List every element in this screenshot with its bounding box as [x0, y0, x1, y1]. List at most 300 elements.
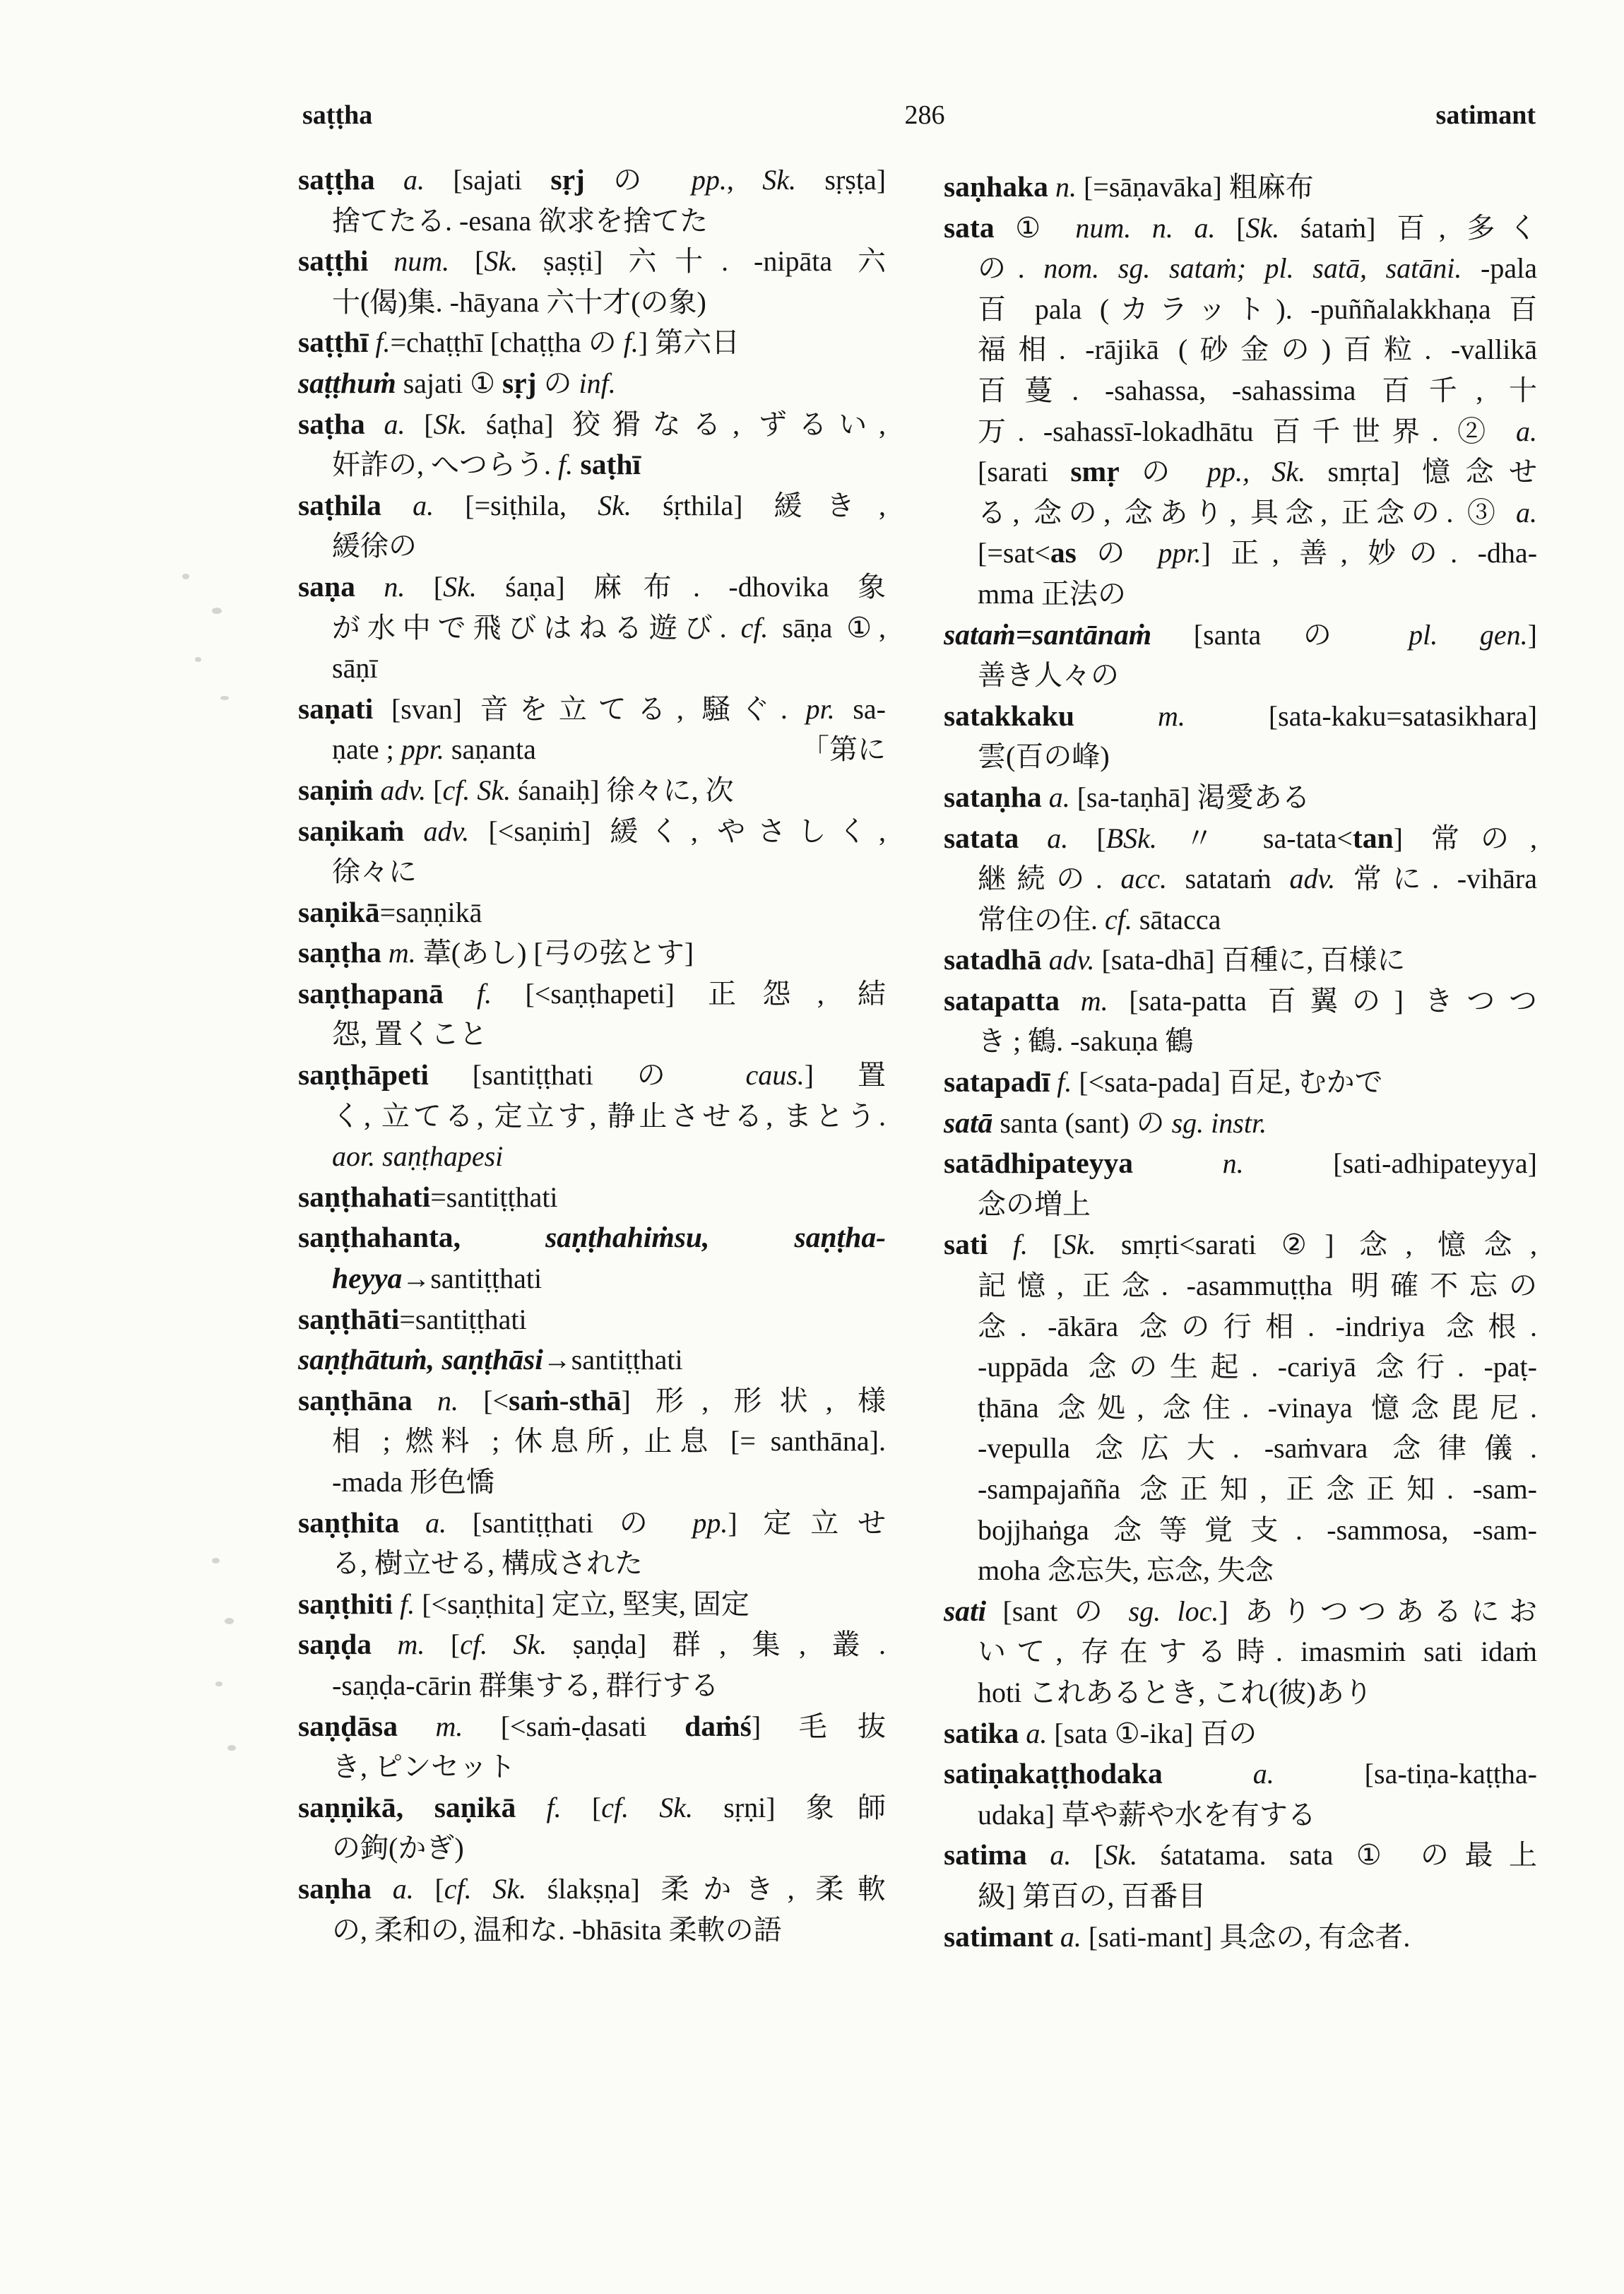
dictionary-entry: [944, 1713, 1537, 1754]
dictionary-entry: [944, 777, 1537, 818]
italic-label: ppr.: [401, 733, 444, 766]
entry-continuation-line: [944, 1631, 1537, 1672]
italic-label: adv.: [1041, 944, 1095, 976]
text-run: 記憶, 正念. -asammuṭṭha 明確不忘の: [978, 1270, 1537, 1302]
entry-continuation-line: [944, 329, 1537, 370]
headword: satadhā: [944, 943, 1042, 976]
headword: saṇḍāsa: [298, 1709, 398, 1742]
scan-speck: [220, 696, 229, 700]
headword: satakkaku: [944, 699, 1074, 732]
headword: saṭhila: [298, 488, 381, 521]
headword: saṇikaṁ: [298, 814, 405, 847]
italic-label: n.: [1048, 171, 1077, 203]
text-run: →santiṭṭhati: [402, 1263, 543, 1295]
dictionary-entry: [944, 981, 1537, 1062]
dictionary-entry: [944, 818, 1537, 940]
entry-continuation-line: [944, 289, 1537, 330]
entry-first-line: [944, 1591, 1537, 1632]
text-run: [sata-kaku=satasikhara]: [1185, 699, 1538, 732]
entry-continuation-line: [944, 1021, 1537, 1062]
text-run: saṇanta: [444, 733, 536, 766]
text-run: [sata-dhā] 百種に, 百様に: [1094, 944, 1406, 976]
text-run: satataṁ: [1167, 863, 1290, 895]
entry-first-line: [944, 615, 1537, 656]
text-run: [santiṭṭhati の: [446, 1506, 693, 1539]
headword: saṭṭha: [298, 163, 375, 196]
text-run: の: [1119, 456, 1207, 488]
text-run: ṣaṇḍa] 群, 集, 叢.: [547, 1628, 886, 1661]
entry-first-line: [944, 208, 1537, 249]
entry-first-line: [298, 811, 886, 852]
headword: saṇha: [298, 1872, 372, 1905]
entry-first-line: [944, 1143, 1537, 1184]
italic-label: a.: [372, 1872, 414, 1905]
headword: sataṇha: [944, 780, 1042, 813]
entry-continuation-line: [944, 248, 1537, 289]
text-run: 徐々に: [332, 856, 417, 888]
entry-continuation-line: [944, 1184, 1537, 1225]
entry-first-line: [298, 1584, 886, 1625]
text-run: の, 柔和の, 温和な. -bhāsita 柔軟の語: [332, 1913, 782, 1946]
headword: saṭṭhi: [298, 244, 369, 278]
dictionary-entry: [298, 241, 886, 322]
italic-label: BSk.: [1106, 822, 1157, 854]
text-run: [: [426, 774, 443, 806]
entry-continuation-line: [944, 1265, 1537, 1306]
entry-first-line: [298, 567, 886, 608]
italic-label: cf. Sk.: [601, 1791, 694, 1823]
entry-continuation-line: [944, 1428, 1537, 1469]
text-run: sajati ①: [396, 367, 502, 399]
entry-continuation-line: [298, 1096, 886, 1137]
entry-first-line: [944, 167, 1537, 208]
headword: saṇa: [298, 569, 355, 603]
text-run: [: [1068, 822, 1106, 854]
italic-label: sg. instr.: [1171, 1106, 1267, 1139]
text-run: の.: [978, 252, 1044, 285]
italic-label: a.: [1162, 1758, 1274, 1790]
italic-label: a.: [1019, 1717, 1048, 1749]
text-run: [: [413, 1872, 444, 1905]
entry-continuation-line: [944, 1876, 1537, 1917]
headword: sata: [944, 211, 995, 244]
text-run: る, 念の, 念あり, 具念, 正念の. ③: [978, 496, 1516, 528]
entry-continuation-line: [944, 451, 1537, 492]
headword: saṇṭhita: [298, 1506, 400, 1539]
text-run: [: [561, 1791, 602, 1823]
italic-label: n.: [1133, 1147, 1244, 1180]
dictionary-entry: [298, 770, 886, 811]
text-run: ,: [726, 164, 763, 196]
dictionary-entry: [298, 485, 886, 567]
italic-label: pp., Sk.: [1207, 456, 1306, 488]
entry-first-line: [944, 777, 1537, 818]
italic-label: caus.: [745, 1059, 805, 1092]
running-head-right: satimant: [1435, 100, 1536, 130]
text-run: ]: [1527, 618, 1537, 651]
entry-first-line: [944, 1103, 1537, 1144]
text-run: [sa-tiṇa-kaṭṭha-: [1274, 1758, 1537, 1790]
headword: saṭṭhuṁ: [298, 366, 396, 399]
dictionary-entry: [298, 1380, 886, 1503]
text-run: hoti これあるとき, これ(彼)あり: [978, 1676, 1373, 1708]
text-run: [svan] 音を立てる, 騒ぐ.: [373, 692, 806, 725]
bold-italic-term: heyya: [332, 1262, 403, 1295]
dictionary-entry: [944, 1224, 1537, 1590]
text-run: 奸詐の, へつらう.: [332, 449, 558, 481]
entry-first-line: [298, 1380, 886, 1421]
text-run: [sata ①-ika] 百の: [1047, 1717, 1257, 1749]
italic-label: a.: [364, 408, 405, 440]
text-run: る, 樹立せる, 構成された: [332, 1547, 643, 1580]
entry-first-line: [298, 1055, 886, 1096]
text-run: ślakṣṇa] 柔かき, 柔軟: [526, 1872, 887, 1905]
italic-label: f.: [443, 977, 492, 1010]
text-run: śatatama. sata ① の最上: [1137, 1839, 1538, 1872]
dictionary-entry: [298, 1706, 886, 1787]
entry-first-line: [298, 1340, 886, 1380]
italic-label: pp.: [692, 1506, 728, 1539]
entry-first-line: [298, 485, 886, 526]
entry-continuation-line: [944, 1469, 1537, 1510]
dictionary-entry: [298, 1503, 886, 1584]
text-run: 相 ; 燃料 ; 休息所, 止息 [= santhāna].: [332, 1425, 886, 1458]
text-run: いて, 存在する時. imasmiṁ sati idaṁ: [978, 1636, 1537, 1668]
text-run: santa (sant) の: [992, 1106, 1172, 1139]
headword: satiṇakaṭṭhodaka: [944, 1757, 1163, 1790]
dictionary-entry: [944, 1754, 1537, 1835]
text-run: sṛṣṭa]: [796, 164, 887, 196]
text-run: -saṇḍa-cārin 群集する, 群行する: [332, 1669, 719, 1701]
italic-label: m.: [1074, 699, 1185, 732]
bold-italic-term: saṇṭhahiṁsu, saṇṭha-: [461, 1221, 886, 1254]
italic-label: acc.: [1120, 863, 1168, 895]
text-run: sāṇa ①,: [768, 611, 887, 644]
headword: saṇṭha: [298, 936, 381, 969]
entry-continuation-line: [944, 858, 1537, 899]
text-run: 級] 第百の, 百番目: [978, 1879, 1207, 1912]
dictionary-entry: [944, 1591, 1537, 1713]
entry-continuation-line: [298, 1421, 886, 1462]
text-run: 念の増上: [978, 1188, 1091, 1220]
headword: satapatta: [944, 983, 1060, 1017]
entry-first-line: [298, 933, 886, 974]
scan-speck: [182, 574, 189, 579]
italic-label: Sk.: [762, 164, 797, 196]
dictionary-entry: [298, 160, 886, 241]
text-run: sa-: [834, 692, 887, 725]
dictionary-entry: [944, 1062, 1537, 1103]
italic-label: f.: [393, 1588, 415, 1620]
headword: saṇṭhāna: [298, 1383, 413, 1417]
dictionary-entry: [944, 1143, 1537, 1224]
text-run: [: [405, 570, 444, 603]
text-run: -sampajañña 念正知, 正念正知. -sam-: [978, 1473, 1537, 1505]
bold-term: saṁ-sthā: [509, 1383, 622, 1417]
headword: saṇṭhahati: [298, 1180, 431, 1213]
italic-label: ppr.: [1158, 537, 1202, 569]
entry-first-line: [944, 1713, 1537, 1754]
text-run: śaṭha] 狡猾なる, ずるい,: [467, 408, 886, 440]
dictionary-entry: [298, 1624, 886, 1705]
text-run: ①: [994, 211, 1076, 244]
italic-label: n.: [412, 1384, 459, 1417]
entry-continuation-line: [298, 201, 886, 242]
headword: saṇḍa: [298, 1628, 372, 1661]
entry-continuation-line: [944, 1306, 1537, 1347]
italic-label: pl. gen.: [1409, 618, 1528, 651]
left-column: [298, 160, 886, 1950]
dictionary-entry: [944, 696, 1537, 777]
text-run: [<sata-pada] 百足, むかで: [1072, 1066, 1383, 1099]
headword: saṇṭhiti: [298, 1587, 393, 1620]
italic-label: a.: [399, 1506, 447, 1539]
dictionary-entry: [944, 1835, 1537, 1916]
text-run: 念. -ākāra 念の行相. -indriya 念根.: [978, 1310, 1537, 1342]
text-run: ṇate ;: [332, 733, 401, 766]
text-run: き, ピンセット: [332, 1751, 516, 1783]
italic-label: f.: [558, 449, 574, 481]
italic-label: cf.: [1105, 903, 1132, 935]
entry-first-line: [298, 363, 886, 404]
text-run: ] 定立せ: [728, 1506, 887, 1539]
text-run: の鉤(かぎ): [332, 1832, 464, 1864]
entry-first-line: [298, 1787, 886, 1828]
italic-label: cf. Sk.: [442, 774, 511, 806]
text-run: ] 置: [804, 1059, 886, 1092]
dictionary-entry: [298, 1787, 886, 1869]
italic-label: f.: [988, 1229, 1028, 1261]
text-run: 捨てたる. -esana 欲求を捨てた: [332, 204, 709, 237]
entry-continuation-line: [944, 1347, 1537, 1388]
entry-first-line: [298, 892, 886, 933]
italic-label: m.: [398, 1710, 463, 1742]
entry-first-line: [298, 1624, 886, 1665]
italic-label: m.: [1060, 984, 1108, 1017]
entry-first-line: [944, 1917, 1537, 1958]
text-run: 継続の.: [978, 863, 1121, 895]
entry-first-line: [298, 322, 886, 363]
entry-continuation-line: [298, 648, 886, 689]
text-run: [santiṭṭhati の: [428, 1059, 746, 1092]
dictionary-entry: [298, 363, 886, 404]
entry-first-line: [298, 1869, 886, 1910]
text-run: [: [1027, 1229, 1062, 1261]
text-run: く, 立てる, 定立す, 静止させる, まとう.: [332, 1099, 886, 1132]
margin-continuation: 「第に: [801, 733, 886, 766]
italic-label: a.: [381, 489, 434, 521]
text-run: ] 常の,: [1393, 822, 1538, 854]
entry-continuation-line: [298, 1746, 886, 1787]
text-run: bojjhaṅga 念等覚支. -sammosa, -sam-: [978, 1513, 1537, 1546]
text-run: 常住の住.: [978, 903, 1105, 935]
dictionary-entry: [298, 811, 886, 892]
dictionary-entry: [298, 689, 886, 770]
dictionary-entry: [298, 567, 886, 689]
text-run: smṛti<sarati ②] 念, 憶念,: [1096, 1229, 1537, 1261]
entry-continuation-line: [944, 574, 1537, 615]
text-run: [sarati: [978, 456, 1071, 488]
dictionary-entry: [944, 615, 1537, 696]
text-run: 緩徐の: [332, 530, 417, 562]
italic-label: a.: [1053, 1920, 1081, 1953]
bold-term: sṛj: [550, 163, 585, 196]
italic-label: f.: [1050, 1066, 1072, 1099]
right-column: [944, 167, 1537, 1957]
text-run: ] ありつつあるにお: [1219, 1595, 1537, 1627]
text-run: sṛṇi] 象師: [693, 1791, 886, 1823]
text-run: smṛta] 憶念せ: [1305, 456, 1537, 488]
entry-first-line: [944, 1224, 1537, 1265]
entry-first-line: [298, 1503, 886, 1544]
scan-speck: [195, 657, 201, 662]
text-run: の: [536, 367, 579, 399]
headword: satapadī: [944, 1065, 1050, 1099]
dictionary-entry: [298, 1177, 886, 1218]
text-run: が水中で飛びはねる遊び.: [332, 611, 741, 644]
running-head-left: saṭṭha: [302, 100, 373, 130]
entry-continuation-line: [298, 1258, 886, 1299]
text-run: =santiṭṭhati: [399, 1303, 527, 1335]
bold-term: tan: [1352, 821, 1394, 854]
text-run: 百 pala (カラット). -puññalakkhaṇa 百: [978, 292, 1537, 325]
italic-label: sg. loc.: [1128, 1595, 1219, 1627]
text-run: udaka] 草や薪や水を有する: [978, 1798, 1316, 1831]
bold-term: sṛj: [502, 366, 537, 399]
entry-first-line: [298, 974, 886, 1015]
text-run: śataṁ] 百, 多く: [1279, 211, 1538, 244]
dictionary-entry: [944, 208, 1537, 615]
dictionary-entry: [298, 1299, 886, 1340]
text-run: śṛthila] 緩き,: [631, 489, 886, 521]
dictionary-entry: [298, 404, 886, 485]
headword: saṇṭhapanā: [298, 976, 444, 1010]
entry-first-line: [298, 404, 886, 445]
entry-first-line: [944, 981, 1537, 1022]
headword: satimant: [944, 1920, 1053, 1953]
italic-label: m.: [381, 937, 416, 969]
headword: saṇṇikā, saṇikā: [298, 1790, 516, 1823]
text-run: ] 正, 善, 妙の. -dha-: [1201, 537, 1538, 569]
text-run: ] 第六日: [638, 326, 740, 359]
text-run: -mada 形色憍: [332, 1466, 494, 1498]
italic-label: adv.: [373, 774, 427, 806]
italic-label: Sk.: [1245, 211, 1280, 244]
text-run: ṣaṣṭi] 六十. -nipāta 六: [518, 245, 886, 278]
text-run: -uppāda 念の生起. -cariyā 念行. -paṭ-: [978, 1351, 1537, 1383]
headword: sati: [944, 1594, 987, 1627]
text-run: →santiṭṭhati: [543, 1344, 683, 1376]
text-run: =chaṭṭhī [chaṭṭha の: [390, 326, 624, 359]
scan-speck: [215, 1681, 223, 1686]
text-run: [sati-adhipateyya]: [1243, 1147, 1537, 1180]
entry-continuation-line: [944, 1795, 1537, 1835]
text-run: [<saṇiṁ] 緩く, やさしく,: [469, 815, 886, 847]
bold-term: daṁś: [684, 1709, 752, 1742]
entry-continuation-line: [944, 492, 1537, 533]
entry-continuation-line: [298, 1910, 886, 1951]
text-run: 怨, 置くこと: [332, 1018, 487, 1051]
dictionary-entry: [298, 974, 886, 1055]
text-run: ṭhāna 念処, 念住. -vinaya 憶念毘尼.: [978, 1391, 1537, 1424]
italic-label: a.: [1019, 822, 1069, 854]
entry-continuation-line: [298, 1543, 886, 1584]
headword: saṇhaka: [944, 170, 1048, 203]
entry-first-line: [298, 770, 886, 811]
dictionary-entry: [298, 892, 886, 933]
entry-continuation-line: [944, 1672, 1537, 1713]
entry-first-line: [944, 1835, 1537, 1876]
italic-label: f.: [368, 326, 391, 359]
text-run: 善き人々の: [978, 659, 1119, 692]
entry-continuation-line: [944, 736, 1537, 777]
bold-term: as: [1050, 536, 1077, 569]
entry-first-line: [944, 696, 1537, 737]
page-number: 286: [904, 100, 945, 130]
entry-continuation-line: [298, 729, 886, 770]
dictionary-entry: [298, 322, 886, 363]
text-run: [: [425, 1628, 461, 1661]
text-run: [<saṁ-ḍasati: [463, 1710, 685, 1742]
italic-label: a.: [1516, 415, 1537, 447]
dictionary-entry: [944, 1917, 1537, 1958]
dictionary-entry: [298, 1869, 886, 1950]
text-run: [: [405, 408, 434, 440]
italic-label: num. n. a.: [1075, 211, 1216, 244]
entry-first-line: [298, 1706, 886, 1747]
dictionary-entry: [944, 167, 1537, 208]
dictionary-entry: [298, 1340, 886, 1380]
entry-continuation-line: [298, 1462, 886, 1503]
scan-speck: [212, 608, 222, 614]
headword: satima: [944, 1838, 1027, 1872]
text-run: [<: [458, 1384, 509, 1417]
italic-label: n.: [355, 570, 405, 603]
dictionary-entry: [298, 1055, 886, 1177]
italic-label: Sk.: [1103, 1839, 1138, 1872]
entry-first-line: [944, 1062, 1537, 1103]
bold-term: smṛ: [1070, 455, 1120, 488]
italic-label: Sk.: [433, 408, 468, 440]
text-run: 雲(百の峰): [978, 740, 1110, 773]
entry-continuation-line: [944, 1388, 1537, 1429]
text-run: 常に. -vihāra: [1335, 863, 1537, 895]
text-run: śanaiḥ] 徐々に, 次: [511, 774, 734, 806]
entry-first-line: [944, 818, 1537, 859]
entry-continuation-line: [944, 655, 1537, 696]
entry-continuation-line: [298, 444, 886, 485]
text-run: [sata-patta 百翼の] きつつ: [1108, 984, 1537, 1017]
italic-label: aor. saṇṭhapesi: [332, 1140, 504, 1173]
entry-first-line: [298, 689, 886, 730]
italic-label: pp.: [691, 164, 727, 196]
entry-continuation-line: [298, 608, 886, 649]
text-run: [: [1215, 211, 1246, 244]
italic-label: a.: [1041, 781, 1070, 813]
entry-continuation-line: [944, 411, 1537, 452]
entry-continuation-line: [298, 851, 886, 892]
entry-continuation-line: [298, 1136, 886, 1177]
headword: sataṁ=santānaṁ: [944, 617, 1152, 651]
text-run: sātacca: [1132, 903, 1221, 935]
text-run: -pala: [1462, 252, 1537, 285]
entry-first-line: [944, 1754, 1537, 1795]
italic-label: nom. sg. sataṁ; pl. satā, satāni.: [1043, 252, 1462, 285]
italic-label: Sk.: [484, 245, 518, 278]
text-run: [sajati: [453, 164, 551, 196]
dictionary-entry: [944, 940, 1537, 981]
italic-label: f.: [623, 326, 639, 359]
